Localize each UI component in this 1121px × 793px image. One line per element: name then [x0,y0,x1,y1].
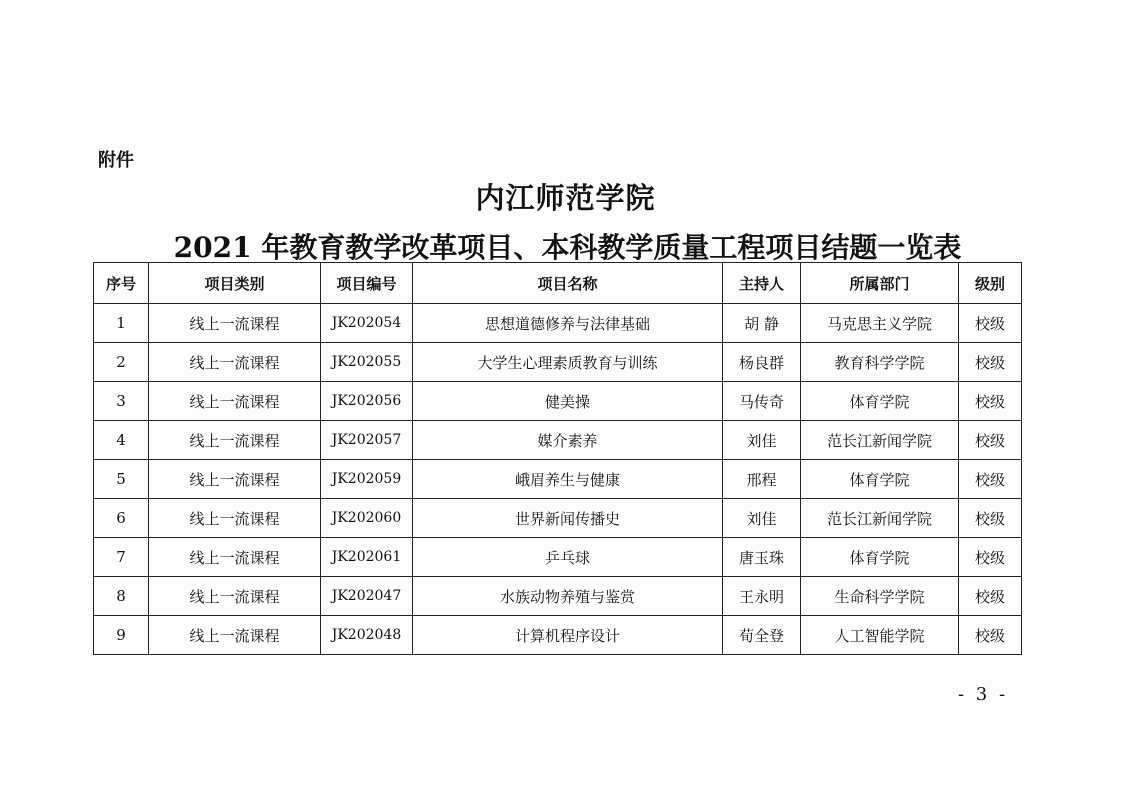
cell-department: 范长江新闻学院 [801,499,959,538]
header-cell-name: 项目名称 [413,263,723,304]
cell-category: 线上一流课程 [149,304,321,343]
cell-category: 线上一流课程 [149,577,321,616]
cell-code: JK202059 [321,460,413,499]
cell-index: 7 [94,538,149,577]
cell-code: JK202061 [321,538,413,577]
cell-level: 校级 [959,538,1022,577]
cell-category: 线上一流课程 [149,538,321,577]
cell-host: 胡 静 [723,304,801,343]
header-cell-code: 项目编号 [321,263,413,304]
cell-code: JK202054 [321,304,413,343]
cell-level: 校级 [959,304,1022,343]
header-cell-index: 序号 [94,263,149,304]
table-row [94,538,1022,577]
cell-host: 马传奇 [723,382,801,421]
cell-level: 校级 [959,421,1022,460]
cell-level: 校级 [959,616,1022,655]
cell-name: 大学生心理素质教育与训练 [413,343,723,382]
cell-index: 1 [94,304,149,343]
cell-level: 校级 [959,343,1022,382]
cell-department: 教育科学学院 [801,343,959,382]
header-cell-department: 所属部门 [801,263,959,304]
cell-code: JK202047 [321,577,413,616]
table-header-row [94,263,1022,304]
cell-category: 线上一流课程 [149,616,321,655]
cell-index: 3 [94,382,149,421]
cell-category: 线上一流课程 [149,421,321,460]
cell-host: 刘佳 [723,421,801,460]
cell-host: 唐玉珠 [723,538,801,577]
table-row [94,304,1022,343]
cell-code: JK202056 [321,382,413,421]
cell-category: 线上一流课程 [149,343,321,382]
cell-name: 峨眉养生与健康 [413,460,723,499]
cell-name: 健美操 [413,382,723,421]
cell-host: 邢程 [723,460,801,499]
cell-department: 体育学院 [801,538,959,577]
table-row [94,421,1022,460]
table-row [94,577,1022,616]
cell-department: 生命科学学院 [801,577,959,616]
cell-index: 5 [94,460,149,499]
project-table [93,262,1022,655]
cell-department: 范长江新闻学院 [801,421,959,460]
table-row [94,499,1022,538]
cell-department: 体育学院 [801,382,959,421]
cell-category: 线上一流课程 [149,499,321,538]
cell-department: 人工智能学院 [801,616,959,655]
cell-host: 荀全登 [723,616,801,655]
cell-level: 校级 [959,460,1022,499]
cell-code: JK202060 [321,499,413,538]
cell-department: 马克思主义学院 [801,304,959,343]
cell-index: 4 [94,421,149,460]
header-cell-category: 项目类别 [149,263,321,304]
cell-code: JK202048 [321,616,413,655]
cell-index: 9 [94,616,149,655]
institution-title: 内江师范学院 [475,181,656,215]
cell-name: 世界新闻传播史 [413,499,723,538]
cell-index: 2 [94,343,149,382]
cell-category: 线上一流课程 [149,460,321,499]
attachment-label: 附件 [98,150,134,171]
cell-level: 校级 [959,382,1022,421]
cell-name: 水族动物养殖与鉴赏 [413,577,723,616]
table-row [94,616,1022,655]
cell-level: 校级 [959,499,1022,538]
cell-index: 8 [94,577,149,616]
page-number: - 3 - [958,684,1009,705]
cell-name: 媒介素养 [413,421,723,460]
cell-code: JK202055 [321,343,413,382]
header-cell-host: 主持人 [723,263,801,304]
cell-name: 乒乓球 [413,538,723,577]
table-row [94,460,1022,499]
cell-index: 6 [94,499,149,538]
cell-host: 王永明 [723,577,801,616]
cell-department: 体育学院 [801,460,959,499]
cell-code: JK202057 [321,421,413,460]
document-title: 2021 年教育教学改革项目、本科教学质量工程项目结题一览表 [173,231,962,264]
cell-host: 刘佳 [723,499,801,538]
cell-name: 思想道德修养与法律基础 [413,304,723,343]
cell-host: 杨良群 [723,343,801,382]
cell-level: 校级 [959,577,1022,616]
table-row [94,343,1022,382]
header-cell-level: 级别 [959,263,1022,304]
cell-category: 线上一流课程 [149,382,321,421]
table-row [94,382,1022,421]
cell-name: 计算机程序设计 [413,616,723,655]
